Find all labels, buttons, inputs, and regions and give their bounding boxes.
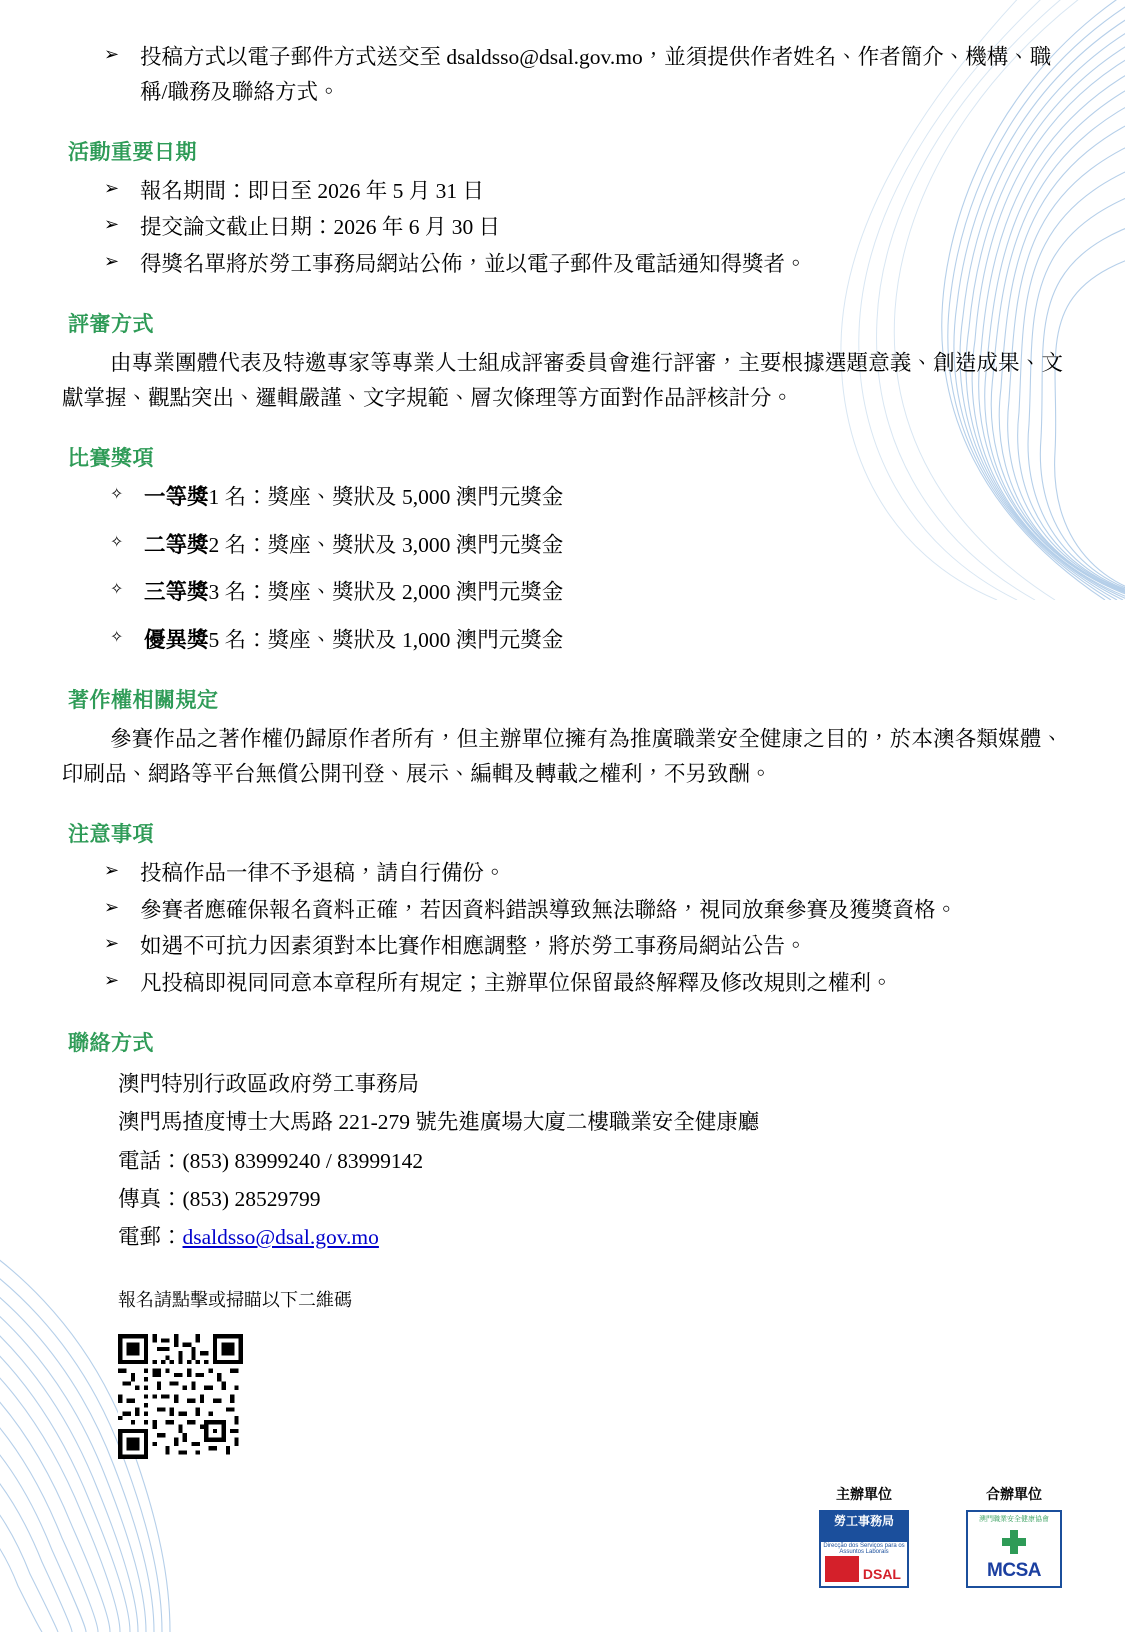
list-item-text: 報名期間：即日至 2026 年 5 月 31 日 xyxy=(140,178,485,203)
qr-code-image[interactable] xyxy=(118,1334,243,1459)
contact-org: 澳門特別行政區政府勞工事務局 xyxy=(118,1072,420,1097)
list-item-text: 投稿作品一律不予退稿，請自行備份。 xyxy=(140,860,506,885)
list-item-text: 得獎名單將於勞工事務局網站公佈，並以電子郵件及電話通知得獎者。 xyxy=(140,252,807,277)
contact-email-link[interactable]: dsaldsso@dsal.gov.mo xyxy=(182,1225,379,1250)
list-item xyxy=(62,480,1063,515)
prize-detail: 5 名：獎座、獎狀及 1,000 澳門元獎金 xyxy=(208,628,564,653)
dsal-logo-subtitle: Direcção dos Serviços para os Assuntos Laborais xyxy=(823,1543,905,1555)
prizes-list xyxy=(62,480,1063,658)
contact-email-line xyxy=(62,1218,1063,1256)
arrow-bullet-icon: ➢ xyxy=(104,44,120,65)
diamond-bullet-icon: ✧ xyxy=(110,579,124,599)
list-item-text: 提交論文截止日期：2026 年 6 月 30 日 xyxy=(140,215,501,240)
arrow-bullet-icon: ➢ xyxy=(104,896,120,918)
copyright-paragraph: 參賽作品之著作權仍歸原作者所有，但主辦單位擁有為推廣職業安全健康之目的，於本澳各類媒體、印刷品、網路等平台無償公開刊登、展示、編輯及轉載之權利，不另致酬。 xyxy=(62,727,1063,786)
list-item-text: 如遇不可抗力因素須對本比賽作相應調整，將於勞工事務局網站公告。 xyxy=(140,934,807,959)
contact-block xyxy=(62,1065,1063,1256)
prize-name: 優異獎 xyxy=(144,628,209,653)
list-item xyxy=(62,929,1063,964)
list-item-text: 參賽者應確保報名資料正確，若因資料錯誤導致無法聯絡，視同放棄參賽及獲獎資格。 xyxy=(140,897,958,922)
registration-qr-code[interactable] xyxy=(118,1334,243,1459)
diamond-bullet-icon: ✧ xyxy=(110,627,124,647)
top-bullet-list xyxy=(62,40,1063,110)
list-item xyxy=(62,528,1063,563)
arrow-bullet-icon: ➢ xyxy=(104,177,120,199)
list-item xyxy=(62,174,1063,209)
contact-address: 澳門馬揸度博士大馬路 221-279 號先進廣場大廈二樓職業安全健康廳 xyxy=(118,1110,760,1135)
dsal-logo-abbr: DSAL xyxy=(862,1566,901,1582)
prize-detail: 3 名：獎座、獎狀及 2,000 澳門元獎金 xyxy=(208,580,564,605)
contact-fax: 傳真：(853) 28529799 xyxy=(118,1186,321,1211)
prize-name: 一等獎 xyxy=(144,484,209,509)
mcsa-logo-top-text: 澳門職業安全健康協會 xyxy=(979,1516,1049,1523)
arrow-bullet-icon: ➢ xyxy=(104,933,120,955)
contact-phone: 電話：(853) 83999240 / 83999142 xyxy=(118,1148,424,1173)
diamond-bullet-icon: ✧ xyxy=(110,531,124,551)
section-heading-contact: 聯絡方式 xyxy=(68,1032,154,1056)
arrow-bullet-icon: ➢ xyxy=(104,970,120,992)
prize-name: 三等獎 xyxy=(144,580,209,605)
judging-paragraph: 由專業團體代表及特邀專家等專業人士組成評審委員會進行評審，主要根據選題意義、創造成果、文獻掌握、觀點突出、邏輯嚴謹、文字規範、層次條理等方面對作品評核計分。 xyxy=(62,351,1063,410)
qr-note: 報名請點擊或掃瞄以下二維碼 xyxy=(118,1290,352,1311)
list-item xyxy=(62,856,1063,891)
list-item-text: 凡投稿即視同同意本章程所有規定；主辦單位保留最終解釋及修改規則之權利。 xyxy=(140,971,893,996)
notes-list xyxy=(62,856,1063,1001)
arrow-bullet-icon: ➢ xyxy=(104,214,120,236)
section-heading-notes: 注意事項 xyxy=(68,822,154,846)
arrow-bullet-icon: ➢ xyxy=(104,251,120,273)
mcsa-logo-abbr: MCSA xyxy=(987,1560,1041,1581)
section-heading-dates: 活動重要日期 xyxy=(68,140,197,164)
section-heading-copyright: 著作權相關規定 xyxy=(68,689,219,713)
arrow-bullet-icon: ➢ xyxy=(104,859,120,881)
list-item xyxy=(62,966,1063,1001)
section-heading-prizes: 比賽獎項 xyxy=(68,446,154,470)
coorganizer-block xyxy=(959,1484,1069,1588)
contact-email-label: 電郵： xyxy=(118,1225,183,1250)
list-item xyxy=(62,247,1063,282)
dsal-logo-mark xyxy=(825,1556,859,1582)
coorganizer-caption: 合辦單位 xyxy=(986,1486,1042,1502)
mcsa-cross-icon-vertical xyxy=(1010,1530,1018,1554)
list-item xyxy=(62,40,1063,110)
diamond-bullet-icon: ✧ xyxy=(110,483,124,503)
list-item-text: 投稿方式以電子郵件方式送交至 dsaldsso@dsal.gov.mo，並須提供作者姓名、作者簡介、機構、職稱/職務及聯絡方式。 xyxy=(140,45,1052,104)
list-item xyxy=(62,575,1063,610)
prize-detail: 1 名：獎座、獎狀及 5,000 澳門元獎金 xyxy=(208,484,564,509)
dates-list xyxy=(62,174,1063,282)
list-item xyxy=(62,210,1063,245)
footer-logos xyxy=(809,1484,1069,1588)
list-item xyxy=(62,893,1063,928)
prize-name: 二等獎 xyxy=(144,532,209,557)
prize-detail: 2 名：獎座、獎狀及 3,000 澳門元獎金 xyxy=(208,532,564,557)
organizer-block xyxy=(809,1484,919,1588)
list-item xyxy=(62,623,1063,658)
dsal-logo-band: 勞工事務局 xyxy=(821,1512,907,1542)
mcsa-logo xyxy=(966,1510,1062,1588)
section-heading-judging: 評審方式 xyxy=(68,313,154,337)
organizer-caption: 主辦單位 xyxy=(836,1486,892,1502)
dsal-logo xyxy=(819,1510,909,1588)
